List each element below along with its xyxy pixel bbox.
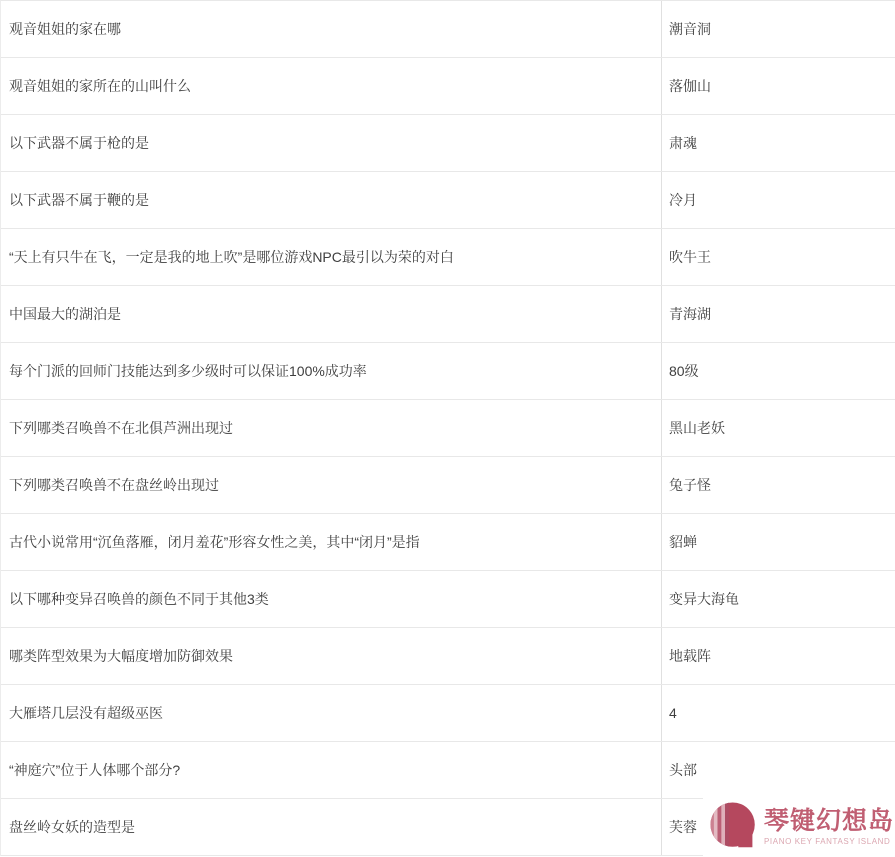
table-row bbox=[1, 1, 895, 58]
answer-cell: 落伽山 bbox=[669, 77, 711, 94]
table-row bbox=[1, 286, 895, 343]
table-row bbox=[1, 229, 895, 286]
question-cell: 观音姐姐的家所在的山叫什么 bbox=[1, 58, 662, 114]
question-cell: “神庭穴”位于人体哪个部分? bbox=[1, 742, 662, 798]
answer-cell: 变异大海龟 bbox=[669, 590, 739, 607]
question-cell: 中国最大的湖泊是 bbox=[1, 286, 662, 342]
table-row bbox=[1, 172, 895, 229]
answer-cell: 头部 bbox=[669, 761, 697, 778]
answer-cell: 兔子怪 bbox=[669, 476, 711, 493]
table-row bbox=[1, 628, 895, 685]
answer-cell: 地载阵 bbox=[669, 647, 711, 664]
answer-cell: 吹牛王 bbox=[669, 248, 711, 265]
answer-cell: 肃魂 bbox=[669, 134, 697, 151]
watermark-logo bbox=[703, 797, 895, 857]
question-cell: 哪类阵型效果为大幅度增加防御效果 bbox=[1, 628, 662, 684]
question-cell: 古代小说常用“沉鱼落雁，闭月羞花”形容女性之美，其中“闭月”是指 bbox=[1, 514, 662, 570]
question-cell: 每个门派的回师门技能达到多少级时可以保证100%成功率 bbox=[1, 343, 662, 399]
answer-cell: 貂蝉 bbox=[669, 533, 697, 550]
table-row bbox=[1, 58, 895, 115]
logo-text-block bbox=[764, 808, 894, 847]
table-row bbox=[1, 343, 895, 400]
question-cell: 以下哪种变异召唤兽的颜色不同于其他3类 bbox=[1, 571, 662, 627]
table-row bbox=[1, 685, 895, 742]
answer-cell: 黑山老妖 bbox=[669, 419, 725, 436]
table-row bbox=[1, 400, 895, 457]
question-cell: 下列哪类召唤兽不在北俱芦洲出现过 bbox=[1, 400, 662, 456]
logo-subtitle: PIANO KEY FANTASY ISLAND bbox=[764, 837, 891, 847]
answer-cell: 4 bbox=[669, 704, 677, 721]
table-row bbox=[1, 742, 895, 799]
question-cell: 大雁塔几层没有超级巫医 bbox=[1, 685, 662, 741]
table-row bbox=[1, 457, 895, 514]
table-row bbox=[1, 115, 895, 172]
answer-cell: 芙蓉 bbox=[669, 818, 697, 835]
question-cell: 以下武器不属于鞭的是 bbox=[1, 172, 662, 228]
answer-cell: 潮音洞 bbox=[669, 20, 711, 37]
question-cell: 盘丝岭女妖的造型是 bbox=[1, 799, 662, 855]
piano-key-bubble-icon bbox=[710, 802, 759, 852]
answer-cell: 冷月 bbox=[669, 191, 697, 208]
question-cell: 观音姐姐的家在哪 bbox=[1, 1, 662, 57]
table-row bbox=[1, 571, 895, 628]
question-cell: “天上有只牛在飞，一定是我的地上吹”是哪位游戏NPC最引以为荣的对白 bbox=[1, 229, 662, 285]
question-cell: 下列哪类召唤兽不在盘丝岭出现过 bbox=[1, 457, 662, 513]
answer-cell: 青海湖 bbox=[669, 305, 711, 322]
table-row bbox=[1, 514, 895, 571]
answer-cell: 80级 bbox=[669, 362, 699, 379]
question-cell: 以下武器不属于枪的是 bbox=[1, 115, 662, 171]
logo-name: 琴键幻想岛 bbox=[764, 806, 895, 835]
